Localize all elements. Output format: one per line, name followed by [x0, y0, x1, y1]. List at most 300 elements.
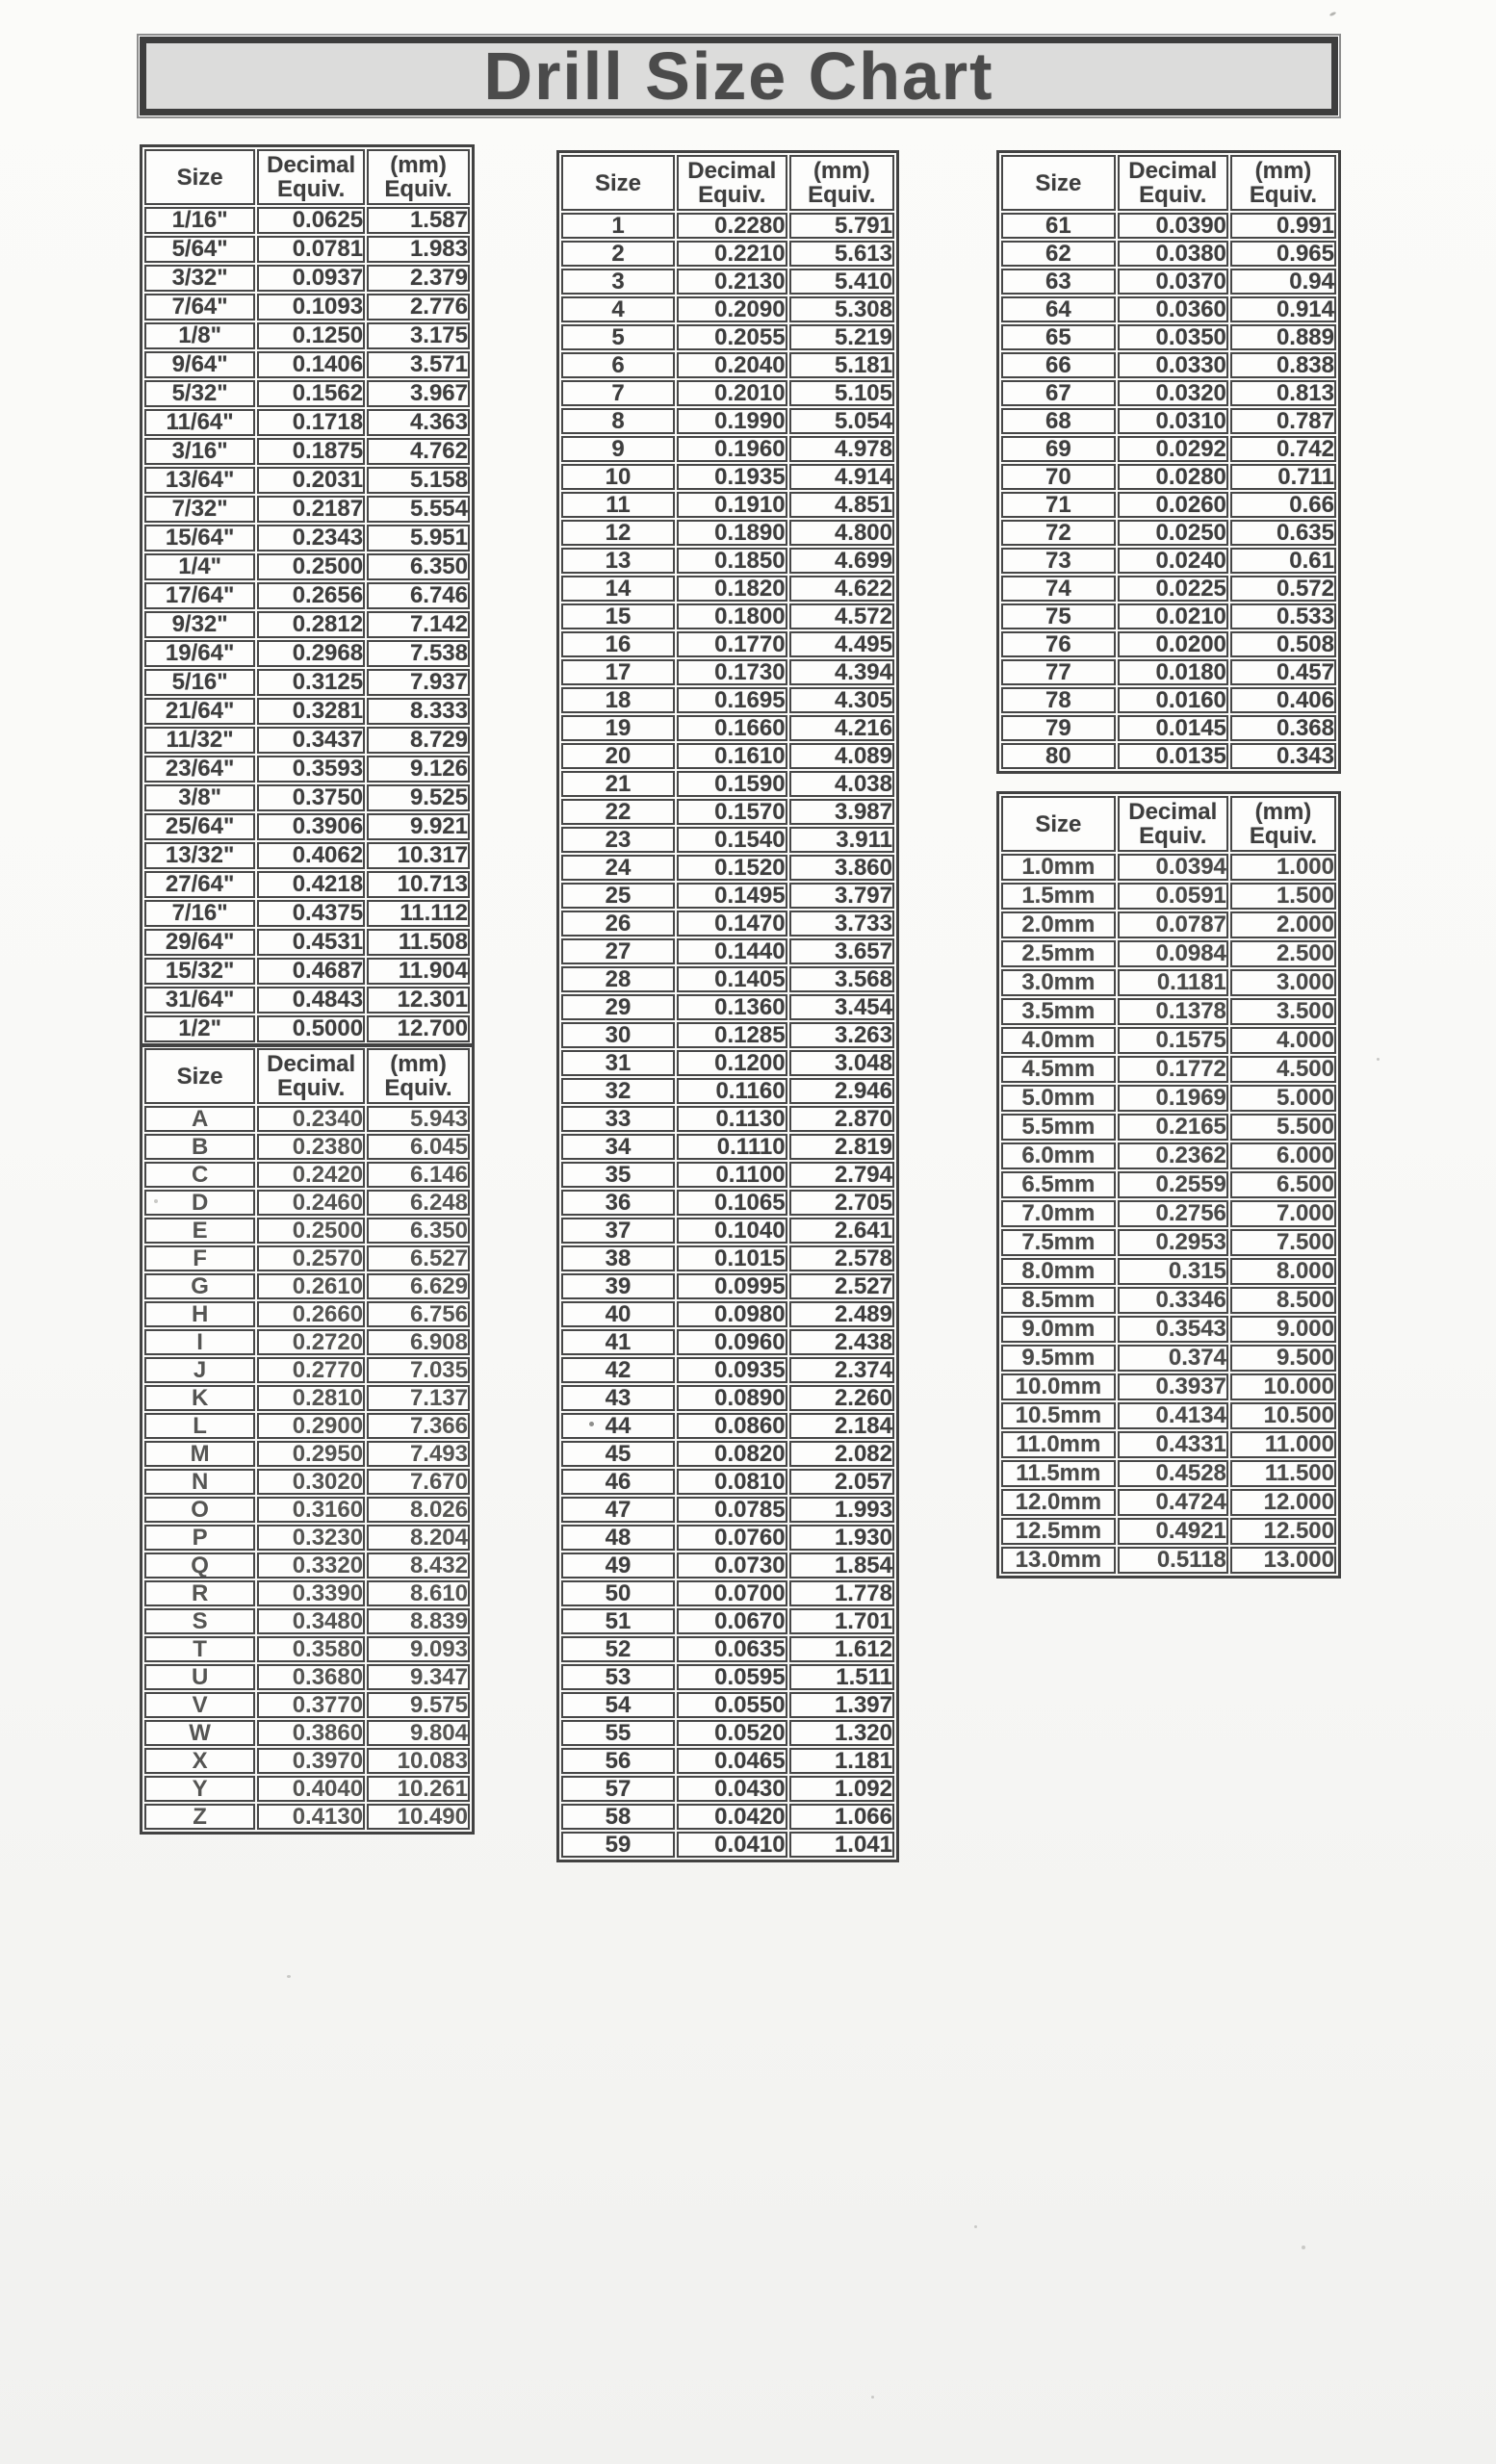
decimal-cell: 0.1990	[677, 408, 787, 434]
size-header-label: Size	[176, 1063, 223, 1090]
table-row	[1001, 352, 1336, 378]
mm-cell: 7.137	[367, 1385, 470, 1411]
table-row	[561, 1832, 894, 1858]
mm-cell: 9.804	[367, 1720, 470, 1746]
size-cell: 72	[1001, 520, 1116, 546]
decimal-cell: 0.2340	[257, 1106, 365, 1132]
size-cell: 15	[561, 603, 675, 629]
size-cell: 50	[561, 1580, 675, 1606]
table-row	[144, 1608, 470, 1634]
table-row	[144, 1804, 470, 1830]
size-cell: 12.0mm	[1001, 1489, 1116, 1516]
table-row	[561, 743, 894, 769]
table-header	[1001, 796, 1336, 852]
mm-cell: 11.000	[1230, 1431, 1336, 1458]
page-title: Drill Size Chart	[483, 38, 994, 114]
decimal-cell: 0.3437	[257, 727, 365, 754]
table-row	[561, 520, 894, 546]
decimal-cell: 0.0410	[677, 1832, 787, 1858]
decimal-cell: 0.1718	[257, 409, 365, 436]
table-row	[144, 698, 470, 725]
size-cell: 31	[561, 1050, 675, 1076]
size-cell: 3/32"	[144, 265, 255, 292]
table-row	[144, 1525, 470, 1551]
size-cell: 6	[561, 352, 675, 378]
decimal-cell: 0.0700	[677, 1580, 787, 1606]
decimal-cell: 0.0787	[1118, 911, 1228, 938]
table-row	[1001, 1229, 1336, 1256]
decimal-cell: 0.1093	[257, 294, 365, 321]
size-cell: 1/16"	[144, 207, 255, 234]
size-cell: 43	[561, 1385, 675, 1411]
decimal-cell: 0.2953	[1118, 1229, 1228, 1256]
mm-cell: 4.394	[789, 659, 894, 685]
mm-cell: 2.374	[789, 1357, 894, 1383]
mm-cell: 7.500	[1230, 1229, 1336, 1256]
decimal-cell: 0.0465	[677, 1748, 787, 1774]
decimal-cell: 0.0960	[677, 1329, 787, 1355]
decimal-cell: 0.0292	[1118, 436, 1228, 462]
mm-cell: 5.613	[789, 241, 894, 267]
table-header	[561, 155, 894, 211]
size-cell: 7	[561, 380, 675, 406]
size-cell: G	[144, 1273, 255, 1299]
table-row	[1001, 1518, 1336, 1545]
table-row	[1001, 998, 1336, 1025]
decimal-cell: 0.2380	[257, 1134, 365, 1160]
table-row	[1001, 940, 1336, 967]
mm-cell: 3.263	[789, 1022, 894, 1048]
decimal-cell: 0.3750	[257, 784, 365, 811]
table-row	[561, 631, 894, 657]
decimal-cell: 0.1590	[677, 771, 787, 797]
decimal-cell: 0.2460	[257, 1190, 365, 1216]
size-cell: 56	[561, 1748, 675, 1774]
mm-cell: 8.839	[367, 1608, 470, 1634]
table-row	[561, 799, 894, 825]
table-row	[144, 842, 470, 869]
decimal-cell: 0.1610	[677, 743, 787, 769]
table-row	[561, 1301, 894, 1327]
size-cell: 44	[561, 1413, 675, 1439]
table-row	[561, 1553, 894, 1578]
table-row	[144, 1664, 470, 1690]
mm-cell: 3.797	[789, 883, 894, 909]
decimal-cell: 0.2968	[257, 640, 365, 667]
decimal-cell: 0.0860	[677, 1413, 787, 1439]
size-cell: 1/4"	[144, 553, 255, 580]
table-row	[1001, 464, 1336, 490]
table-row	[561, 1525, 894, 1551]
table-row	[1001, 1258, 1336, 1285]
size-cell: 22	[561, 799, 675, 825]
table-row	[1001, 269, 1336, 295]
size-cell: 62	[1001, 241, 1116, 267]
mm-cell: 3.175	[367, 322, 470, 349]
mm-cell: 11.508	[367, 929, 470, 956]
decimal-cell: 0.3906	[257, 813, 365, 840]
mm-cell: 3.048	[789, 1050, 894, 1076]
mm-cell: 0.838	[1230, 352, 1336, 378]
size-cell: I	[144, 1329, 255, 1355]
mm-cell: 1.993	[789, 1497, 894, 1523]
size-cell: 77	[1001, 659, 1116, 685]
mm-cell: 1.612	[789, 1636, 894, 1662]
decimal-cell: 0.4062	[257, 842, 365, 869]
decimal-cell: 0.3390	[257, 1580, 365, 1606]
decimal-cell: 0.3580	[257, 1636, 365, 1662]
table-row	[144, 1273, 470, 1299]
size-cell: 40	[561, 1301, 675, 1327]
letter-size-table	[140, 1043, 475, 1835]
size-cell: 7.5mm	[1001, 1229, 1116, 1256]
table-row	[144, 784, 470, 811]
mm-cell: 7.937	[367, 669, 470, 696]
decimal-cell: 0.1040	[677, 1218, 787, 1244]
mm-cell: 2.794	[789, 1162, 894, 1188]
size-cell: 38	[561, 1245, 675, 1271]
size-cell: 80	[1001, 743, 1116, 769]
size-cell: V	[144, 1692, 255, 1718]
mm-cell: 0.991	[1230, 213, 1336, 239]
decimal-cell: 0.4531	[257, 929, 365, 956]
table-row	[1001, 631, 1336, 657]
table-row	[1001, 1402, 1336, 1429]
mm-cell: 10.500	[1230, 1402, 1336, 1429]
mm-cell: 2.641	[789, 1218, 894, 1244]
mm-cell: 1.092	[789, 1776, 894, 1802]
mm-cell: 7.493	[367, 1441, 470, 1467]
decimal-cell: 0.1285	[677, 1022, 787, 1048]
table-row	[561, 994, 894, 1020]
size-cell: 9/64"	[144, 351, 255, 378]
decimal-cell: 0.0135	[1118, 743, 1228, 769]
mm-cell: 6.908	[367, 1329, 470, 1355]
size-cell: 3.5mm	[1001, 998, 1116, 1025]
size-cell: 65	[1001, 324, 1116, 350]
mm-cell: 0.368	[1230, 715, 1336, 741]
size-cell: 20	[561, 743, 675, 769]
size-cell: 32	[561, 1078, 675, 1104]
size-cell: 7/16"	[144, 900, 255, 927]
mm-cell: 8.432	[367, 1553, 470, 1578]
decimal-cell: 0.1015	[677, 1245, 787, 1271]
table-row	[144, 207, 470, 234]
decimal-column-header: Decimal Equiv.	[1118, 796, 1228, 852]
decimal-cell: 0.4331	[1118, 1431, 1228, 1458]
decimal-cell: 0.5000	[257, 1015, 365, 1042]
size-cell: 16	[561, 631, 675, 657]
table-row	[561, 1357, 894, 1383]
size-cell: 3.0mm	[1001, 969, 1116, 996]
mm-cell: 6.248	[367, 1190, 470, 1216]
table-row	[1001, 969, 1336, 996]
size-cell: 52	[561, 1636, 675, 1662]
mm-cell: 9.921	[367, 813, 470, 840]
size-cell: 13	[561, 548, 675, 574]
size-cell: 13/64"	[144, 467, 255, 494]
size-cell: W	[144, 1720, 255, 1746]
mm-cell: 9.000	[1230, 1316, 1336, 1343]
size-cell: Q	[144, 1553, 255, 1578]
mm-cell: 12.000	[1230, 1489, 1336, 1516]
mm-cell: 6.629	[367, 1273, 470, 1299]
mm-cell: 5.943	[367, 1106, 470, 1132]
decimal-cell: 0.1110	[677, 1134, 787, 1160]
size-cell: 17/64"	[144, 582, 255, 609]
table-row	[144, 525, 470, 552]
size-cell: 7/32"	[144, 496, 255, 523]
size-cell: 5.0mm	[1001, 1085, 1116, 1112]
size-cell: 69	[1001, 436, 1116, 462]
mm-cell: 1.511	[789, 1664, 894, 1690]
size-cell: 26	[561, 911, 675, 937]
mm-cell: 0.457	[1230, 659, 1336, 685]
mm-cell: 0.508	[1230, 631, 1336, 657]
number-size-table-1-59	[556, 150, 899, 1862]
mm-cell: 7.366	[367, 1413, 470, 1439]
size-cell: 15/32"	[144, 958, 255, 985]
size-column-header	[144, 149, 255, 205]
size-cell: 2.5mm	[1001, 940, 1116, 967]
decimal-cell: 0.0350	[1118, 324, 1228, 350]
decimal-cell: 0.2660	[257, 1301, 365, 1327]
table-row	[144, 1015, 470, 1042]
decimal-cell: 0.1820	[677, 576, 787, 602]
mm-cell: 4.216	[789, 715, 894, 741]
decimal-cell: 0.0380	[1118, 241, 1228, 267]
size-cell: M	[144, 1441, 255, 1467]
table-row	[561, 1022, 894, 1048]
table-row	[561, 241, 894, 267]
table-row	[561, 1218, 894, 1244]
size-cell: U	[144, 1664, 255, 1690]
mm-cell: 8.000	[1230, 1258, 1336, 1285]
size-cell: 1	[561, 213, 675, 239]
table-row	[144, 1329, 470, 1355]
mm-cell: 2.500	[1230, 940, 1336, 967]
table-row	[1001, 1431, 1336, 1458]
table-row	[561, 1106, 894, 1132]
size-cell: 34	[561, 1134, 675, 1160]
table-row	[561, 687, 894, 713]
table-row	[1001, 380, 1336, 406]
table-row	[144, 929, 470, 956]
decimal-cell: 0.0595	[677, 1664, 787, 1690]
size-header-label: Size	[594, 169, 641, 196]
decimal-column-header: Decimal Equiv.	[257, 149, 365, 205]
decimal-cell: 0.3480	[257, 1608, 365, 1634]
table-row	[144, 1748, 470, 1774]
size-cell: 47	[561, 1497, 675, 1523]
mm-cell: 4.572	[789, 603, 894, 629]
table-row	[1001, 213, 1336, 239]
table-row	[561, 1273, 894, 1299]
decimal-cell: 0.1890	[677, 520, 787, 546]
mm-cell: 4.622	[789, 576, 894, 602]
mm-cell: 2.260	[789, 1385, 894, 1411]
table-row	[144, 1190, 470, 1216]
decimal-column-header: Decimal Equiv.	[677, 155, 787, 211]
number-table-body	[561, 213, 894, 1858]
decimal-cell: 0.1520	[677, 855, 787, 881]
mm-cell: 1.397	[789, 1692, 894, 1718]
mm-cell: 4.914	[789, 464, 894, 490]
mm-cell: 11.500	[1230, 1460, 1336, 1487]
decimal-cell: 0.1200	[677, 1050, 787, 1076]
decimal-cell: 0.2570	[257, 1245, 365, 1271]
size-cell: 54	[561, 1692, 675, 1718]
size-column-header	[561, 155, 675, 211]
mm-cell: 6.350	[367, 1218, 470, 1244]
size-cell: 73	[1001, 548, 1116, 574]
mm-cell: 2.057	[789, 1469, 894, 1495]
decimal-cell: 0.1575	[1118, 1027, 1228, 1054]
table-row	[144, 409, 470, 436]
mm-cell: 2.870	[789, 1106, 894, 1132]
decimal-cell: 0.2500	[257, 1218, 365, 1244]
table-row	[144, 871, 470, 898]
size-column-header	[1001, 796, 1116, 852]
decimal-cell: 0.3860	[257, 1720, 365, 1746]
decimal-cell: 0.2756	[1118, 1200, 1228, 1227]
size-cell: 12.5mm	[1001, 1518, 1116, 1545]
mm-cell: 4.762	[367, 438, 470, 465]
decimal-cell: 0.0980	[677, 1301, 787, 1327]
decimal-cell: 0.3970	[257, 1748, 365, 1774]
size-cell: B	[144, 1134, 255, 1160]
mm-cell: 0.742	[1230, 436, 1336, 462]
decimal-cell: 0.0430	[677, 1776, 787, 1802]
decimal-cell: 0.2900	[257, 1413, 365, 1439]
size-cell: 63	[1001, 269, 1116, 295]
table-row	[1001, 324, 1336, 350]
size-cell: 13.0mm	[1001, 1547, 1116, 1574]
mm-cell: 9.347	[367, 1664, 470, 1690]
table-row	[561, 966, 894, 992]
table-row	[1001, 1489, 1336, 1516]
mm-cell: 8.610	[367, 1580, 470, 1606]
mm-cell: 5.054	[789, 408, 894, 434]
mm-cell: 8.204	[367, 1525, 470, 1551]
size-cell: 29	[561, 994, 675, 1020]
table-row	[1001, 1200, 1336, 1227]
metric-table-body	[1001, 854, 1336, 1574]
decimal-cell: 0.1850	[677, 548, 787, 574]
mm-cell: 13.000	[1230, 1547, 1336, 1574]
decimal-cell: 0.2010	[677, 380, 787, 406]
size-cell: 11.5mm	[1001, 1460, 1116, 1487]
decimal-cell: 0.0937	[257, 265, 365, 292]
size-cell: 4	[561, 296, 675, 322]
table-row	[1001, 1142, 1336, 1169]
mm-cell: 3.967	[367, 380, 470, 407]
decimal-cell: 0.2165	[1118, 1114, 1228, 1141]
size-cell: 1.5mm	[1001, 883, 1116, 910]
decimal-cell: 0.2950	[257, 1441, 365, 1467]
mm-cell: 1.930	[789, 1525, 894, 1551]
decimal-cell: 0.4921	[1118, 1518, 1228, 1545]
decimal-cell: 0.0420	[677, 1804, 787, 1830]
size-cell: 9/32"	[144, 611, 255, 638]
table-row	[1001, 492, 1336, 518]
size-cell: 64	[1001, 296, 1116, 322]
mm-cell: 3.987	[789, 799, 894, 825]
table-row	[1001, 408, 1336, 434]
table-row	[561, 1413, 894, 1439]
mm-cell: 4.699	[789, 548, 894, 574]
size-column-header	[1001, 155, 1116, 211]
decimal-cell: 0.1360	[677, 994, 787, 1020]
decimal-cell: 0.1910	[677, 492, 787, 518]
decimal-cell: 0.0250	[1118, 520, 1228, 546]
mm-cell: 3.454	[789, 994, 894, 1020]
size-cell: 57	[561, 1776, 675, 1802]
mm-cell: 0.889	[1230, 324, 1336, 350]
table-row	[561, 213, 894, 239]
size-cell: 51	[561, 1608, 675, 1634]
table-row	[561, 1720, 894, 1746]
size-cell: 19	[561, 715, 675, 741]
table-row	[1001, 687, 1336, 713]
table-row	[1001, 1460, 1336, 1487]
size-cell: 78	[1001, 687, 1116, 713]
decimal-cell: 0.0394	[1118, 854, 1228, 881]
mm-cell: 4.363	[367, 409, 470, 436]
decimal-cell: 0.2810	[257, 1385, 365, 1411]
size-cell: O	[144, 1497, 255, 1523]
size-cell: 3	[561, 269, 675, 295]
table-row	[561, 911, 894, 937]
decimal-cell: 0.3020	[257, 1469, 365, 1495]
mm-cell: 10.317	[367, 842, 470, 869]
mm-cell: 3.911	[789, 827, 894, 853]
size-cell: 76	[1001, 631, 1116, 657]
mm-cell: 2.082	[789, 1441, 894, 1467]
mm-cell: 4.038	[789, 771, 894, 797]
mm-cell: 6.500	[1230, 1171, 1336, 1198]
mm-cell: 1.066	[789, 1804, 894, 1830]
size-cell: E	[144, 1218, 255, 1244]
decimal-cell: 0.2090	[677, 296, 787, 322]
size-cell: 33	[561, 1106, 675, 1132]
decimal-cell: 0.3281	[257, 698, 365, 725]
decimal-cell: 0.374	[1118, 1345, 1228, 1372]
table-row	[561, 715, 894, 741]
mm-cell: 2.438	[789, 1329, 894, 1355]
size-cell: 53	[561, 1664, 675, 1690]
table-row	[144, 1245, 470, 1271]
size-header-label: Size	[1035, 169, 1082, 196]
mm-cell: 3.568	[789, 966, 894, 992]
table-row	[561, 1245, 894, 1271]
table-row	[561, 1134, 894, 1160]
table-row	[144, 322, 470, 349]
size-cell: 42	[561, 1357, 675, 1383]
scan-speck	[1377, 1058, 1380, 1061]
mm-cell: 2.000	[1230, 911, 1336, 938]
mm-cell: 2.578	[789, 1245, 894, 1271]
table-row	[561, 883, 894, 909]
decimal-cell: 0.0320	[1118, 380, 1228, 406]
mm-cell: 8.333	[367, 698, 470, 725]
decimal-cell: 0.5118	[1118, 1547, 1228, 1574]
scan-speck	[974, 2225, 977, 2228]
size-cell: 68	[1001, 408, 1116, 434]
table-row	[1001, 1373, 1336, 1400]
mm-cell: 1.778	[789, 1580, 894, 1606]
decimal-cell: 0.0145	[1118, 715, 1228, 741]
